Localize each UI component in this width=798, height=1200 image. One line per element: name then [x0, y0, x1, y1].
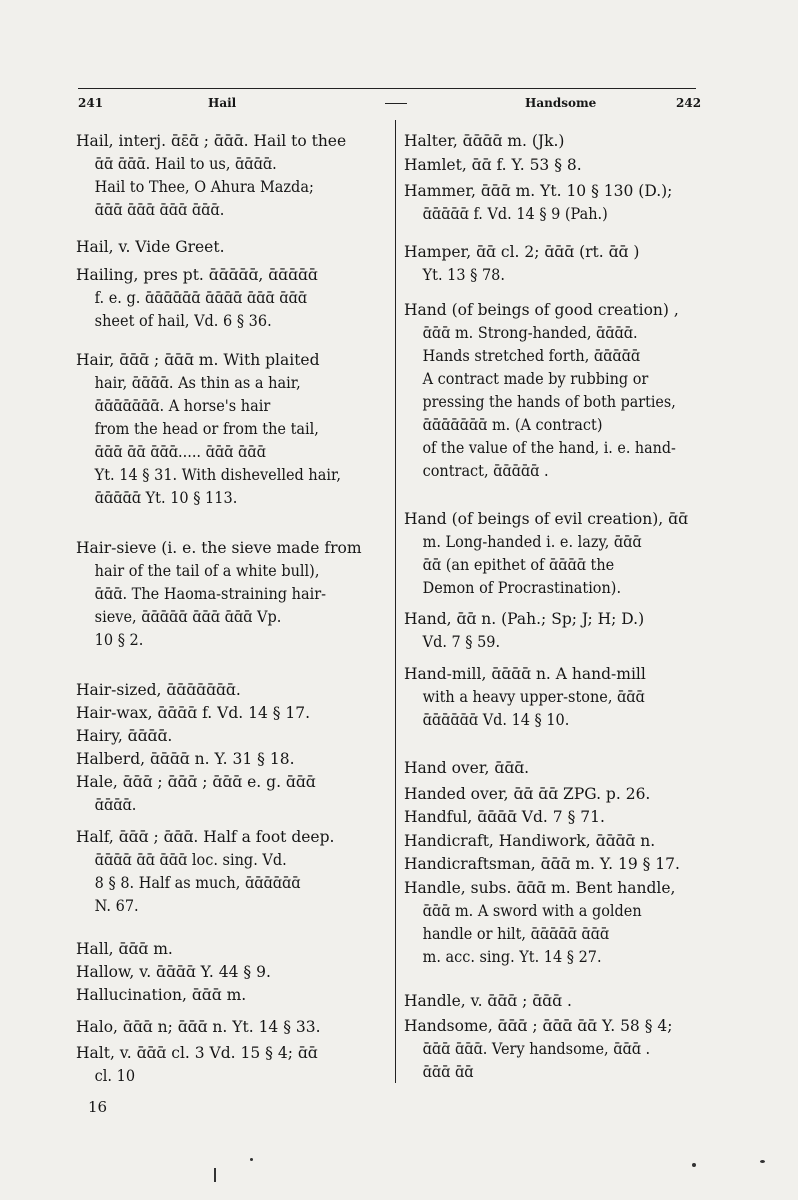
- entry-line: Hailing, pres pt. ɑ̄ɑ̄ɑ̄ɑ̄ɑ̄, ɑ̄ɑ̄ɑ̄ɑ̄ɑ̄: [76, 266, 318, 284]
- entry-line: ɑ̄ɑ̄ɑ̄. The Haoma-straining hair-: [94, 585, 327, 603]
- entry-line: ɑ̄ɑ̄ɑ̄ɑ̄ ɑ̄ɑ̄ ɑ̄ɑ̄ɑ̄ loc. sing. Vd.: [94, 851, 287, 869]
- entry-line: Yt. 14 § 31. With dishevelled hair,: [94, 466, 341, 484]
- print-speck: [250, 1158, 253, 1161]
- dictionary-entry: [76, 349, 378, 510]
- entry-line: ɑ̄ɑ̄ɑ̄ɑ̄ɑ̄ɑ̄ɑ̄. A horse's hair: [94, 397, 271, 415]
- entry-line: Hair-wax, ɑ̄ɑ̄ɑ̄ɑ̄ f. Vd. 14 § 17.: [76, 704, 311, 722]
- dictionary-entry: [76, 130, 378, 222]
- dictionary-entry: [404, 608, 696, 654]
- entry-line: Hail to Thee, O Ahura Mazda;: [94, 178, 314, 196]
- entry-line: Demon of Procrastination).: [422, 579, 622, 597]
- entry-line: ɑ̄ɑ̄ɑ̄ɑ̄ɑ̄ɑ̄ Vd. 14 § 10.: [422, 711, 570, 729]
- entry-line: m. Long-handed i. e. lazy, ɑ̄ɑ̄ɑ̄: [422, 533, 642, 551]
- entry-line: handle or hilt, ɑ̄ɑ̄ɑ̄ɑ̄ɑ̄ ɑ̄ɑ̄ɑ̄: [422, 925, 610, 943]
- entry-line: 8 § 8. Half as much, ɑ̄ɑ̄ɑ̄ɑ̄ɑ̄ɑ̄: [94, 874, 301, 892]
- entry-line: ɑ̄ɑ̄ ɑ̄ɑ̄ɑ̄. Hail to us, ɑ̄ɑ̄ɑ̄ɑ̄.: [94, 155, 277, 173]
- entry-line: Hamlet, ɑ̄ɑ̄ f. Y. 53 § 8.: [404, 156, 582, 174]
- dictionary-entry: [76, 771, 378, 817]
- entry-line: Hand (of beings of evil creation), ɑ̄ɑ̄: [404, 510, 688, 528]
- entry-line: with a heavy upper-stone, ɑ̄ɑ̄ɑ̄: [422, 688, 645, 706]
- dictionary-entry: [404, 241, 696, 287]
- entry-line: ɑ̄ɑ̄ɑ̄ m. A sword with a golden: [422, 902, 642, 920]
- entry-line: ɑ̄ɑ̄ɑ̄ɑ̄ɑ̄ɑ̄ɑ̄ m. (A contract): [422, 416, 603, 434]
- column-divider: [395, 120, 396, 1083]
- entry-line: Handsome, ɑ̄ɑ̄ɑ̄ ; ɑ̄ɑ̄ɑ̄ ɑ̄ɑ̄ Y. 58 § 4;: [404, 1017, 673, 1035]
- dictionary-entry: [76, 236, 378, 259]
- entry-line: Hallow, v. ɑ̄ɑ̄ɑ̄ɑ̄ Y. 44 § 9.: [76, 963, 271, 981]
- dictionary-entry: [76, 679, 378, 702]
- dictionary-entry: [404, 299, 696, 483]
- dictionary-entry: [404, 853, 696, 876]
- entry-line: pressing the hands of both parties,: [422, 393, 676, 411]
- entry-line: Hair, ɑ̄ɑ̄ɑ̄ ; ɑ̄ɑ̄ɑ̄ m. With plaited: [76, 351, 320, 369]
- entry-line: hair of the tail of a white bull),: [94, 562, 320, 580]
- dictionary-entry: [404, 508, 696, 600]
- entry-line: ɑ̄ɑ̄ɑ̄ m. Strong-handed, ɑ̄ɑ̄ɑ̄ɑ̄.: [422, 324, 638, 342]
- header-divider: [385, 103, 407, 104]
- entry-line: Hairy, ɑ̄ɑ̄ɑ̄ɑ̄.: [76, 727, 173, 745]
- entry-line: ɑ̄ɑ̄ɑ̄ ɑ̄ɑ̄: [422, 1063, 474, 1081]
- entry-line: hair, ɑ̄ɑ̄ɑ̄ɑ̄. As thin as a hair,: [94, 374, 301, 392]
- left-running-head: Hail: [208, 96, 237, 110]
- entry-line: Hair-sized, ɑ̄ɑ̄ɑ̄ɑ̄ɑ̄ɑ̄ɑ̄.: [76, 681, 241, 699]
- right-running-head: Handsome: [525, 96, 597, 110]
- entry-line: Halberd, ɑ̄ɑ̄ɑ̄ɑ̄ n. Y. 31 § 18.: [76, 750, 295, 768]
- print-speck: [692, 1163, 696, 1167]
- entry-line: 10 § 2.: [94, 631, 144, 649]
- dictionary-entry: [76, 537, 378, 652]
- print-speck: [760, 1160, 765, 1163]
- dictionary-entry: [404, 663, 696, 732]
- dictionary-entry: [404, 130, 696, 153]
- dictionary-entry: [404, 806, 696, 829]
- entry-line: sheet of hail, Vd. 6 § 36.: [94, 312, 272, 330]
- entry-line: Handle, v. ɑ̄ɑ̄ɑ̄ ; ɑ̄ɑ̄ɑ̄ .: [404, 992, 572, 1010]
- entry-line: ɑ̄ɑ̄ɑ̄ ɑ̄ɑ̄ɑ̄. Very handsome, ɑ̄ɑ̄ɑ̄ .: [422, 1040, 651, 1058]
- signature-mark: 16: [88, 1098, 108, 1116]
- dictionary-entry: [76, 984, 378, 1007]
- left-page-number: 241: [78, 96, 104, 110]
- entry-line: Hall, ɑ̄ɑ̄ɑ̄ m.: [76, 940, 173, 958]
- entry-line: Hail, interj. ɑ̄ɛ̄ɑ̄ ; ɑ̄ɑ̄ɑ̄. Hail to thee: [76, 132, 347, 150]
- dictionary-entry: [404, 783, 696, 806]
- entry-line: contract, ɑ̄ɑ̄ɑ̄ɑ̄ɑ̄ .: [422, 462, 549, 480]
- dictionary-entry: [404, 154, 696, 177]
- entry-line: Hand, ɑ̄ɑ̄ n. (Pah.; Sp; J; H; D.): [404, 610, 645, 628]
- entry-line: Halter, ɑ̄ɑ̄ɑ̄ɑ̄ m. (Jk.): [404, 132, 565, 150]
- dictionary-entry: [404, 180, 696, 226]
- dictionary-entry: [76, 826, 378, 918]
- entry-line: Halt, v. ɑ̄ɑ̄ɑ̄ cl. 3 Vd. 15 § 4; ɑ̄ɑ̄: [76, 1044, 318, 1062]
- entry-line: ɑ̄ɑ̄ɑ̄ɑ̄.: [94, 796, 137, 814]
- entry-line: Hale, ɑ̄ɑ̄ɑ̄ ; ɑ̄ɑ̄ɑ̄ ; ɑ̄ɑ̄ɑ̄ e. g. ɑ̄ɑ̄ɑ̄: [76, 773, 316, 791]
- entry-line: ɑ̄ɑ̄ɑ̄ɑ̄ɑ̄ Yt. 10 § 113.: [94, 489, 238, 507]
- entry-line: f. e. g. ɑ̄ɑ̄ɑ̄ɑ̄ɑ̄ɑ̄ ɑ̄ɑ̄ɑ̄ɑ̄ ɑ̄ɑ̄ɑ̄ ɑ̄ɑ̄ɑ̄: [94, 289, 308, 307]
- dictionary-entry: [404, 990, 696, 1013]
- entry-line: Handle, subs. ɑ̄ɑ̄ɑ̄ m. Bent handle,: [404, 879, 676, 897]
- entry-line: Hail, v. Vide Greet.: [76, 238, 225, 256]
- dictionary-entry: [404, 1015, 696, 1084]
- entry-line: Hammer, ɑ̄ɑ̄ɑ̄ m. Yt. 10 § 130 (D.);: [404, 182, 673, 200]
- entry-line: ɑ̄ɑ̄ɑ̄ɑ̄ɑ̄ f. Vd. 14 § 9 (Pah.): [422, 205, 608, 223]
- dictionary-entry: [404, 830, 696, 853]
- print-speck: [214, 1168, 216, 1182]
- entry-line: Hallucination, ɑ̄ɑ̄ɑ̄ m.: [76, 986, 247, 1004]
- top-rule: [78, 88, 696, 89]
- entry-line: from the head or from the tail,: [94, 420, 319, 438]
- entry-line: sieve, ɑ̄ɑ̄ɑ̄ɑ̄ɑ̄ ɑ̄ɑ̄ɑ̄ ɑ̄ɑ̄ɑ̄ Vp.: [94, 608, 282, 626]
- dictionary-entry: [76, 961, 378, 984]
- entry-line: Hamper, ɑ̄ɑ̄ cl. 2; ɑ̄ɑ̄ɑ̄ (rt. ɑ̄ɑ̄ ): [404, 243, 640, 261]
- dictionary-entry: [76, 725, 378, 748]
- dictionary-entry: [76, 264, 378, 333]
- entry-line: ɑ̄ɑ̄ɑ̄ ɑ̄ɑ̄ ɑ̄ɑ̄ɑ̄..... ɑ̄ɑ̄ɑ̄ ɑ̄ɑ̄ɑ̄: [94, 443, 266, 461]
- entry-line: Hand (of beings of good creation) ,: [404, 301, 679, 319]
- dictionary-entry: [404, 877, 696, 969]
- dictionary-entry: [76, 1042, 378, 1088]
- entry-line: N. 67.: [94, 897, 139, 915]
- entry-line: Handicraft, Handiwork, ɑ̄ɑ̄ɑ̄ɑ̄ n.: [404, 832, 656, 850]
- dictionary-entry: [76, 1016, 378, 1039]
- entry-line: of the value of the hand, i. e. hand-: [422, 439, 676, 457]
- entry-line: ɑ̄ɑ̄ɑ̄ ɑ̄ɑ̄ɑ̄ ɑ̄ɑ̄ɑ̄ ɑ̄ɑ̄ɑ̄.: [94, 201, 225, 219]
- entry-line: Yt. 13 § 78.: [422, 266, 505, 284]
- dictionary-entry: [76, 748, 378, 771]
- entry-line: m. acc. sing. Yt. 14 § 27.: [422, 948, 602, 966]
- entry-line: Handed over, ɑ̄ɑ̄ ɑ̄ɑ̄ ZPG. p. 26.: [404, 785, 651, 803]
- entry-line: Hand-mill, ɑ̄ɑ̄ɑ̄ɑ̄ n. A hand-mill: [404, 665, 646, 683]
- dictionary-entry: [76, 938, 378, 961]
- entry-line: A contract made by rubbing or: [422, 370, 649, 388]
- entry-line: cl. 10: [94, 1067, 136, 1085]
- entry-line: Half, ɑ̄ɑ̄ɑ̄ ; ɑ̄ɑ̄ɑ̄. Half a foot deep.: [76, 828, 335, 846]
- entry-line: Hand over, ɑ̄ɑ̄ɑ̄.: [404, 759, 530, 777]
- dictionary-entry: [404, 757, 696, 780]
- entry-line: Handicraftsman, ɑ̄ɑ̄ɑ̄ m. Y. 19 § 17.: [404, 855, 680, 873]
- entry-line: Hands stretched forth, ɑ̄ɑ̄ɑ̄ɑ̄ɑ̄: [422, 347, 641, 365]
- entry-line: Vd. 7 § 59.: [422, 633, 501, 651]
- entry-line: ɑ̄ɑ̄ (an epithet of ɑ̄ɑ̄ɑ̄ɑ̄ the: [422, 556, 615, 574]
- entry-line: Handful, ɑ̄ɑ̄ɑ̄ɑ̄ Vd. 7 § 71.: [404, 808, 605, 826]
- entry-line: Halo, ɑ̄ɑ̄ɑ̄ n; ɑ̄ɑ̄ɑ̄ n. Yt. 14 § 33.: [76, 1018, 321, 1036]
- entry-line: Hair-sieve (i. e. the sieve made from: [76, 539, 362, 557]
- right-page-number: 242: [676, 96, 702, 110]
- dictionary-entry: [76, 702, 378, 725]
